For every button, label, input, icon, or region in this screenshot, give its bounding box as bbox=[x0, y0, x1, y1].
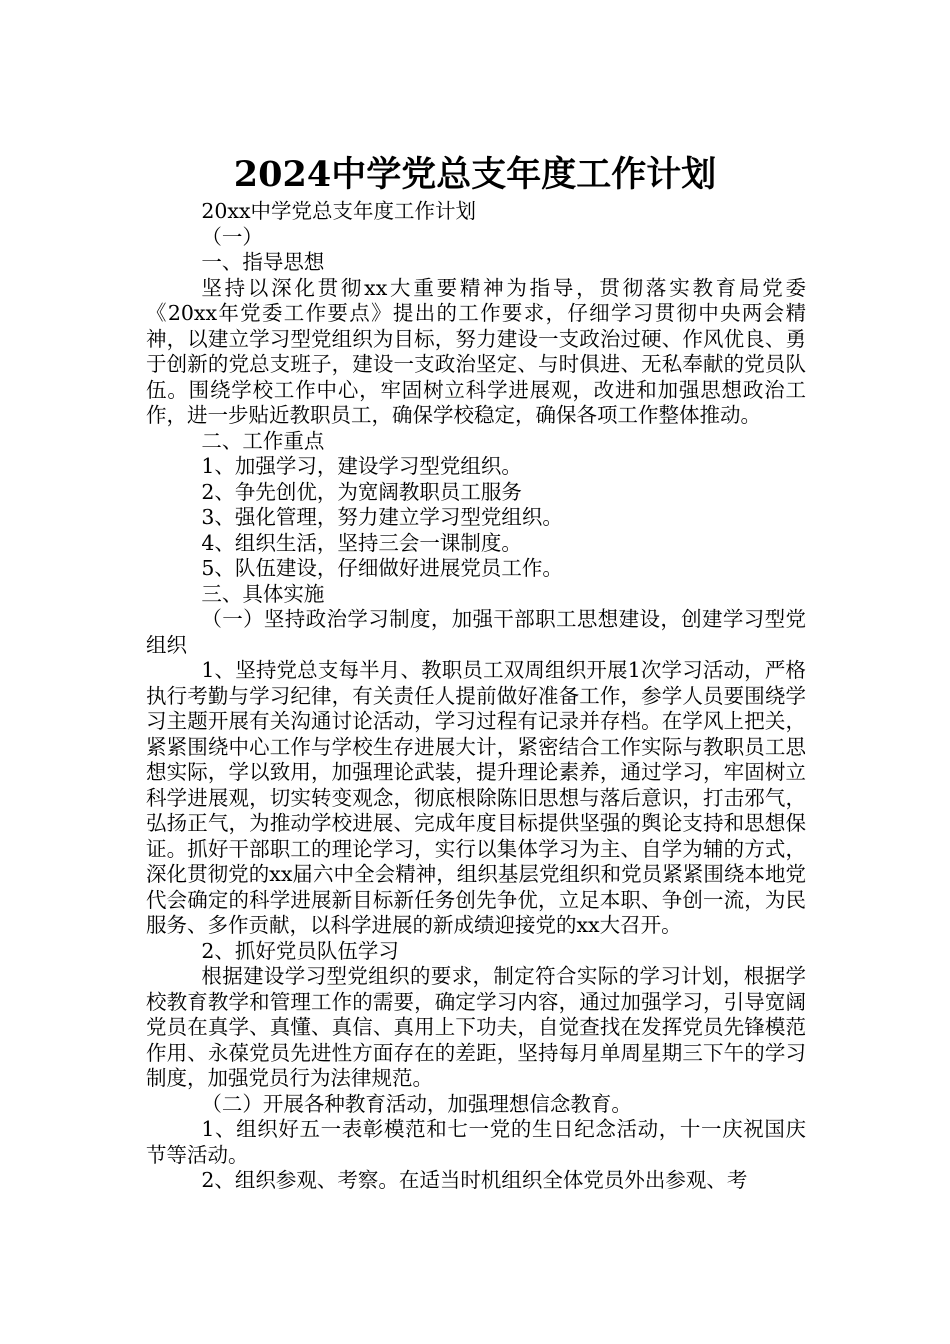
subheading-political-study: （一）坚持政治学习制度，加强干部职工思想建设，创建学习型党组织 bbox=[146, 607, 806, 657]
list-item: 2、争先创优，为宽阔教职员工服务 bbox=[201, 479, 522, 504]
list-item: 5、队伍建设，仔细做好进展党员工作。 bbox=[201, 556, 563, 580]
paragraph-study-plan: 根据建设学习型党组织的要求，制定符合实际的学习计划，根据学校教育教学和管理工作的需要，确定学习内容，通过加强学习，引导宽阔党员在真学、真懂、真信、真用上下功夫，自觉查找在发挥党员先锋模范作用、永葆党员先进性方面存在的差距，坚持每月单周星期三下午的学习制度，加强党员行为法律规范。 bbox=[146, 964, 806, 1090]
heading-guiding-thought: 一、指导思想 bbox=[201, 250, 325, 274]
paragraph-guiding-thought: 坚持以深化贯彻xx大重要精神为指导，贯彻落实教育局党委《20xx年党委工作要点》提出的工作要求，仔细学习贯彻中央两会精神，以建立学习型党组织为目标，努力建设一支政治过硬、作风优良、勇于创新的党总支班子，建设一支政治坚定、与时俱进、无私奉献的党员队伍。围绕学校工作中心，牢固树立科学进展观，改进和加强思想政治工作，进一步贴近教职员工，确保学校稳定，确保各项工作整体推动。 bbox=[146, 275, 806, 427]
paragraph-commemorations: 1、组织好五一表彰模范和七一党的生日纪念活动，十一庆祝国庆节等活动。 bbox=[146, 1117, 806, 1167]
paragraph-study-activities: 1、坚持党总支每半月、教职员工双周组织开展1次学习活动，严格执行考勤与学习纪律，有关责任人提前做好准备工作，参学人员要围绕学习主题开展有关沟通讨论活动，学习过程有记录并存档。在学风上把关，紧紧围绕中心工作与学校生存进展大计，紧密结合工作实际与教职员工思想实际，学以致用，加强理论武装，提升理论素养，通过学习，牢固树立科学进展观，切实转变观念，彻底根除陈旧思想与落后意识，打击邪气，弘扬正气，为推动学校进展、完成年度目标提供坚强的舆论支持和思想保证。抓好干部职工的理论学习，实行以集体学习为主、自学为辅的方式，深化贯彻党的xx届六中全会精神，组织基层党组织和党员紧紧围绕本地党代会确定的科学进展新目标新任务创先争优，立足本职、争创一流，为民服务、多作贡献，以科学进展的新成绩迎接党的xx大召开。 bbox=[146, 658, 806, 937]
subheading-education-activities: （二）开展各种教育活动，加强理想信念教育。 bbox=[201, 1091, 632, 1116]
list-item: 1、加强学习，建设学习型党组织。 bbox=[201, 454, 522, 478]
page-title: 2024中学党总支年度工作计划 bbox=[233, 154, 717, 196]
list-item: 3、强化管理，努力建立学习型党组织。 bbox=[201, 505, 563, 529]
section-number: （一） bbox=[201, 224, 263, 249]
subtitle-line: 20xx中学党总支年度工作计划 bbox=[201, 199, 477, 223]
list-item: 4、组织生活，坚持三会一课制度。 bbox=[201, 530, 522, 555]
heading-implementation: 三、具体实施 bbox=[201, 581, 325, 606]
heading-work-focus: 二、工作重点 bbox=[201, 428, 325, 453]
paragraph-visits: 2、组织参观、考察。在适当时机组织全体党员外出参观、考 bbox=[201, 1168, 748, 1192]
subheading-party-member-study: 2、抓好党员队伍学习 bbox=[201, 938, 399, 963]
document-body bbox=[146, 199, 806, 1194]
